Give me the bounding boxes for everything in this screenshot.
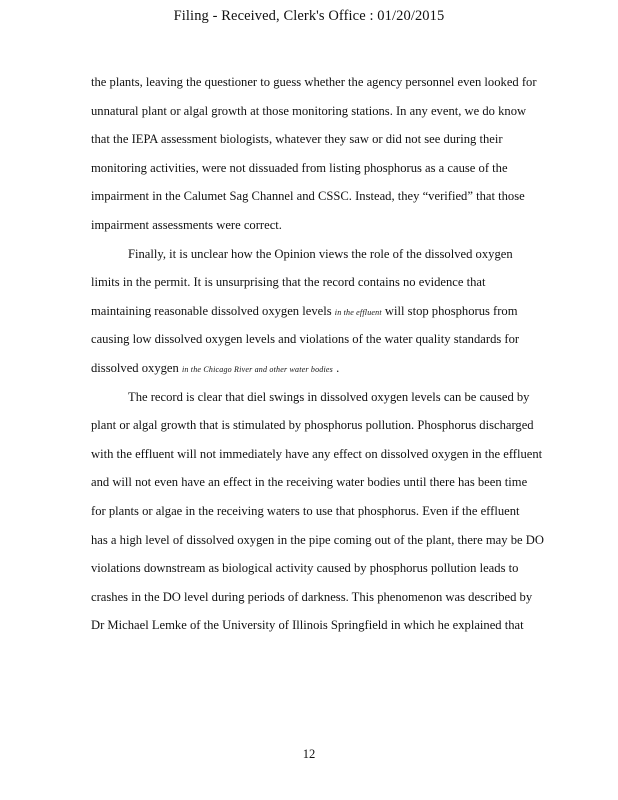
mixed-text-line [91,354,561,383]
filing-header: Filing - Received, Clerk's Office : 01/20/2015 [173,8,445,24]
text-line: has a high level of dissolved oxygen in the pipe coming out of the plant, there may be DO [91,532,544,547]
paragraph-start-line: The record is clear that diel swings in dissolved oxygen levels can be caused by [128,389,530,404]
text-line: crashes in the DO level during periods of darkness. This phenomenon was described by [91,589,533,604]
body-text [91,68,561,640]
paragraph-start-line: Finally, it is unclear how the Opinion views the role of the dissolved oxygen [128,246,513,261]
text-line: impairment in the Calumet Sag Channel and CSSC. Instead, they “verified” that those [91,189,525,204]
text-line: the plants, leaving the questioner to guess whether the agency personnel even looked for [91,75,537,89]
text-segment: maintaining reasonable dissolved oxygen levels [91,303,335,318]
text-line: plant or algal growth that is stimulated by phosphorus pollution. Phosphorus discharged [91,418,534,433]
mixed-text-line [91,297,561,326]
text-segment: will stop phosphorus from [381,303,518,318]
text-line: violations downstream as biological activity caused by phosphorus pollution leads to [91,561,519,576]
text-line: monitoring activities, were not dissuaded from listing phosphorus as a cause of the [91,160,508,175]
text-line: limits in the permit. It is unsurprising that the record contains no evidence that [91,275,486,290]
small-text-segment: in the effluent [334,307,382,317]
text-line: unnatural plant or algal growth at those monitoring stations. In any event, we do know [91,103,527,118]
text-line: with the effluent will not immediately have any effect on dissolved oxygen in the effluent [91,446,543,461]
text-line: impairment assessments were correct. [91,217,282,232]
text-segment: . [332,360,340,375]
text-line: Dr Michael Lemke of the University of Illinois Springfield in which he explained that [91,618,524,633]
page-number: 12 [302,747,316,761]
text-line: for plants or algae in the receiving waters to use that phosphorus. Even if the effluent [91,503,520,518]
text-line: and will not even have an effect in the receiving water bodies until there has been time [91,475,528,490]
small-text-segment: in the Chicago River and other water bodies [181,364,333,374]
text-line: that the IEPA assessment biologists, whatever they saw or did not see during their [91,132,503,147]
text-segment: dissolved oxygen [91,360,182,375]
text-line: causing low dissolved oxygen levels and violations of the water quality standards for [91,332,520,347]
